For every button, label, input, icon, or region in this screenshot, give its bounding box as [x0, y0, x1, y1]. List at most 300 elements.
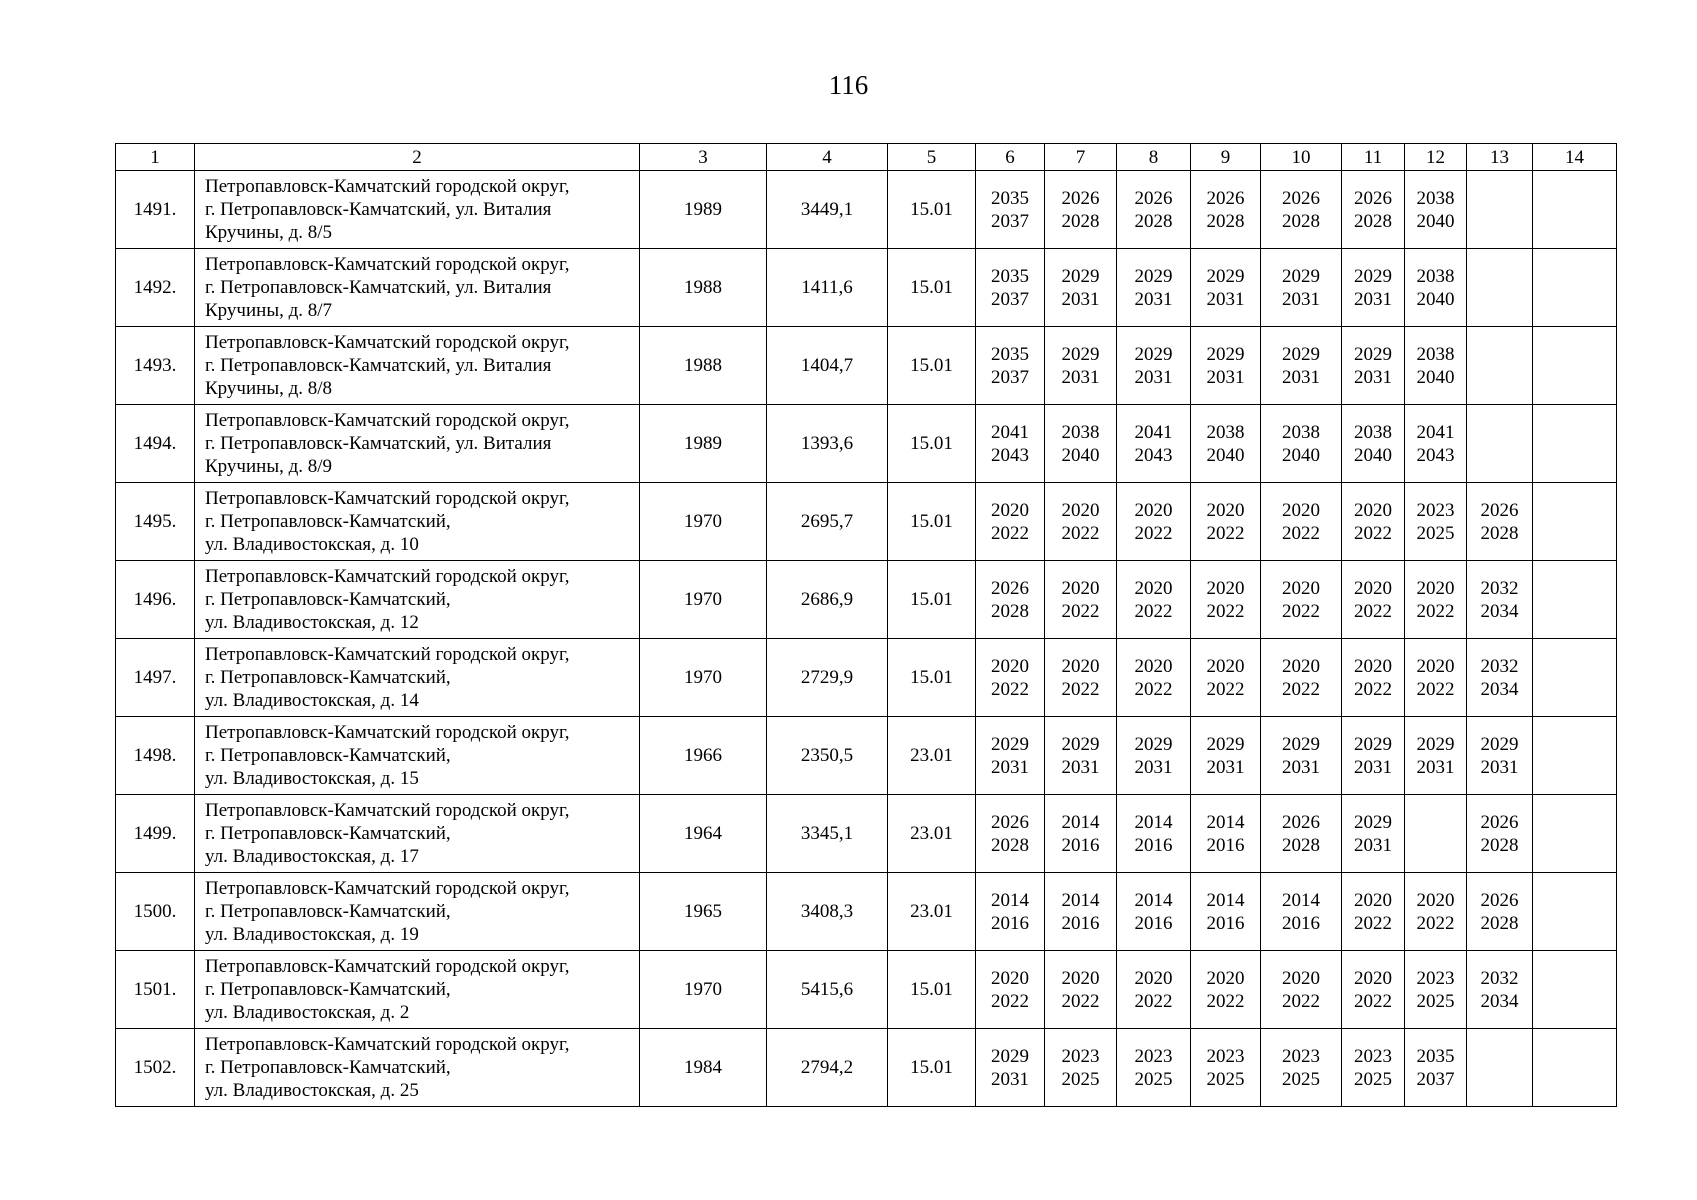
period-cell — [1405, 171, 1467, 249]
row-number-cell: 1495. — [116, 483, 195, 561]
period-end-year: 2022 — [1282, 990, 1320, 1012]
build-year-cell: 1970 — [640, 639, 767, 717]
period-end-year: 2031 — [1206, 288, 1245, 310]
period-end-year: 2031 — [1206, 366, 1245, 388]
period-cell — [976, 171, 1045, 249]
period-start-year: 2020 — [1282, 499, 1320, 521]
period-end-year: 2031 — [1354, 834, 1392, 856]
address-cell: Петропавловск-Камчатский городской округ, г. Петропавловск-Камчатский, ул. Владивостокская, д. 19 — [195, 873, 640, 951]
period-cell — [1342, 327, 1405, 405]
code-cell: 15.01 — [888, 1029, 976, 1107]
period-cell — [1191, 1029, 1261, 1107]
period-end-year: 2022 — [1061, 990, 1100, 1012]
period-start-year: 2029 — [1282, 265, 1320, 287]
period-start-year: 2026 — [991, 811, 1029, 833]
period-cell — [1467, 405, 1533, 483]
period-start-year: 2026 — [1282, 811, 1320, 833]
period-cell — [1117, 717, 1191, 795]
period-end-year: 2016 — [991, 912, 1029, 934]
period-start-year: 2026 — [1354, 187, 1392, 209]
period-start-year: 2038 — [1061, 421, 1100, 443]
period-end-year: 2016 — [1134, 912, 1173, 934]
period-cell — [1045, 327, 1117, 405]
period-end-year: 2025 — [1061, 1068, 1100, 1090]
period-start-year: 2029 — [1061, 343, 1100, 365]
period-start-year: 2035 — [991, 265, 1029, 287]
period-end-year: 2025 — [1354, 1068, 1392, 1090]
period-start-year: 2029 — [1134, 265, 1173, 287]
period-cell — [1342, 639, 1405, 717]
period-end-year: 2031 — [1134, 288, 1173, 310]
table-row — [116, 1029, 1617, 1107]
period-end-year: 2028 — [1134, 210, 1173, 232]
period-start-year: 2029 — [1061, 733, 1100, 755]
build-year-cell: 1988 — [640, 327, 767, 405]
period-end-year: 2022 — [1134, 522, 1173, 544]
period-end-year: 2028 — [1354, 210, 1392, 232]
period-cell — [1342, 1029, 1405, 1107]
period-end-year: 2022 — [1206, 678, 1245, 700]
period-end-year: 2031 — [1061, 366, 1100, 388]
period-cell — [1405, 405, 1467, 483]
period-cell — [1467, 873, 1533, 951]
period-end-year: 2028 — [1282, 210, 1320, 232]
period-end-year: 2025 — [1416, 990, 1455, 1012]
period-cell — [1533, 249, 1617, 327]
header-row — [116, 144, 1617, 171]
period-cell — [1045, 171, 1117, 249]
build-year-cell: 1970 — [640, 483, 767, 561]
period-cell — [1261, 171, 1342, 249]
period-end-year: 2043 — [1416, 444, 1455, 466]
period-cell — [1117, 951, 1191, 1029]
build-year-cell: 1965 — [640, 873, 767, 951]
area-cell: 5415,6 — [767, 951, 888, 1029]
period-cell — [1405, 249, 1467, 327]
period-cell — [976, 483, 1045, 561]
column-header: 8 — [1117, 144, 1191, 171]
row-number-cell: 1493. — [116, 327, 195, 405]
code-cell: 15.01 — [888, 561, 976, 639]
period-start-year: 2020 — [1206, 499, 1245, 521]
period-end-year: 2037 — [1416, 1068, 1455, 1090]
period-start-year: 2041 — [991, 421, 1029, 443]
address-cell: Петропавловск-Камчатский городской округ, г. Петропавловск-Камчатский, ул. Владивостокская, д. 25 — [195, 1029, 640, 1107]
period-cell — [1405, 639, 1467, 717]
period-cell — [976, 1029, 1045, 1107]
column-header: 1 — [116, 144, 195, 171]
period-start-year: 2023 — [1416, 967, 1455, 989]
period-cell — [976, 873, 1045, 951]
period-end-year: 2031 — [1416, 756, 1455, 778]
period-start-year: 2026 — [1480, 499, 1519, 521]
period-end-year: 2031 — [1134, 366, 1173, 388]
period-cell — [1533, 795, 1617, 873]
period-start-year: 2014 — [1134, 811, 1173, 833]
period-start-year: 2020 — [1206, 967, 1245, 989]
period-end-year: 2031 — [1354, 288, 1392, 310]
area-cell: 2350,5 — [767, 717, 888, 795]
row-number-cell: 1491. — [116, 171, 195, 249]
period-cell — [1261, 1029, 1342, 1107]
code-cell: 23.01 — [888, 873, 976, 951]
table-row — [116, 327, 1617, 405]
code-cell: 15.01 — [888, 405, 976, 483]
period-start-year: 2020 — [1061, 577, 1100, 599]
period-start-year: 2038 — [1206, 421, 1245, 443]
period-cell — [1261, 951, 1342, 1029]
period-cell — [1261, 483, 1342, 561]
period-start-year: 2020 — [1354, 889, 1392, 911]
period-end-year: 2028 — [1206, 210, 1245, 232]
period-cell — [1117, 1029, 1191, 1107]
period-cell — [976, 561, 1045, 639]
period-cell — [1467, 1029, 1533, 1107]
period-cell — [1191, 873, 1261, 951]
period-start-year: 2020 — [991, 655, 1029, 677]
period-end-year: 2022 — [1061, 600, 1100, 622]
period-end-year: 2034 — [1480, 678, 1519, 700]
period-cell — [1191, 405, 1261, 483]
period-cell — [1342, 717, 1405, 795]
period-start-year: 2038 — [1416, 187, 1455, 209]
table-row — [116, 405, 1617, 483]
period-end-year: 2031 — [1061, 288, 1100, 310]
period-cell — [1261, 327, 1342, 405]
code-cell: 15.01 — [888, 483, 976, 561]
table-row — [116, 951, 1617, 1029]
area-cell: 3345,1 — [767, 795, 888, 873]
row-number-cell: 1492. — [116, 249, 195, 327]
period-end-year: 2040 — [1206, 444, 1245, 466]
period-start-year: 2020 — [1061, 655, 1100, 677]
period-cell — [1045, 405, 1117, 483]
period-start-year: 2020 — [1206, 577, 1245, 599]
period-cell — [1342, 873, 1405, 951]
period-start-year: 2023 — [1416, 499, 1455, 521]
period-end-year: 2022 — [1282, 678, 1320, 700]
period-end-year: 2037 — [991, 210, 1029, 232]
period-cell — [1342, 249, 1405, 327]
period-start-year: 2014 — [1282, 889, 1320, 911]
period-cell — [976, 951, 1045, 1029]
table-row — [116, 795, 1617, 873]
period-end-year: 2022 — [1134, 990, 1173, 1012]
row-number-cell: 1501. — [116, 951, 195, 1029]
address-cell: Петропавловск-Камчатский городской округ, г. Петропавловск-Камчатский, ул. Виталия Кручины, д. 8/7 — [195, 249, 640, 327]
row-number-cell: 1497. — [116, 639, 195, 717]
area-cell: 2686,9 — [767, 561, 888, 639]
period-end-year: 2022 — [1206, 990, 1245, 1012]
build-year-cell: 1966 — [640, 717, 767, 795]
period-end-year: 2022 — [1416, 912, 1455, 934]
column-header: 11 — [1342, 144, 1405, 171]
area-cell: 2794,2 — [767, 1029, 888, 1107]
row-number-cell: 1502. — [116, 1029, 195, 1107]
period-end-year: 2040 — [1416, 210, 1455, 232]
period-cell — [1405, 327, 1467, 405]
period-cell — [1117, 873, 1191, 951]
period-end-year: 2031 — [1061, 756, 1100, 778]
period-cell — [1045, 639, 1117, 717]
period-cell — [1405, 717, 1467, 795]
period-start-year: 2038 — [1282, 421, 1320, 443]
period-start-year: 2020 — [1206, 655, 1245, 677]
period-end-year: 2040 — [1354, 444, 1392, 466]
period-start-year: 2029 — [1134, 343, 1173, 365]
period-start-year: 2029 — [1206, 343, 1245, 365]
period-cell — [1045, 951, 1117, 1029]
period-cell — [1261, 639, 1342, 717]
period-start-year: 2014 — [1061, 889, 1100, 911]
period-cell — [1533, 327, 1617, 405]
row-number-cell: 1500. — [116, 873, 195, 951]
period-cell — [1117, 327, 1191, 405]
period-cell — [1405, 795, 1467, 873]
period-end-year: 2043 — [1134, 444, 1173, 466]
address-cell: Петропавловск-Камчатский городской округ, г. Петропавловск-Камчатский, ул. Виталия Кручины, д. 8/8 — [195, 327, 640, 405]
page-number: 116 — [828, 70, 869, 100]
period-end-year: 2031 — [1282, 366, 1320, 388]
period-end-year: 2025 — [1134, 1068, 1173, 1090]
period-cell — [1533, 873, 1617, 951]
period-cell — [1405, 483, 1467, 561]
period-cell — [1467, 951, 1533, 1029]
period-cell — [1467, 795, 1533, 873]
build-year-cell: 1970 — [640, 951, 767, 1029]
period-start-year: 2032 — [1480, 655, 1519, 677]
period-cell — [1533, 483, 1617, 561]
period-end-year: 2037 — [991, 366, 1029, 388]
period-start-year: 2020 — [1282, 577, 1320, 599]
period-start-year: 2035 — [991, 187, 1029, 209]
period-cell — [1117, 171, 1191, 249]
period-start-year: 2029 — [1480, 733, 1519, 755]
period-end-year: 2016 — [1134, 834, 1173, 856]
period-cell — [1467, 639, 1533, 717]
row-number-cell: 1498. — [116, 717, 195, 795]
period-start-year: 2014 — [991, 889, 1029, 911]
period-start-year: 2029 — [1354, 265, 1392, 287]
period-start-year: 2026 — [1206, 187, 1245, 209]
period-end-year: 2031 — [1282, 288, 1320, 310]
period-start-year: 2041 — [1134, 421, 1173, 443]
period-cell — [1045, 795, 1117, 873]
period-end-year: 2031 — [1134, 756, 1173, 778]
period-start-year: 2029 — [1134, 733, 1173, 755]
period-start-year: 2029 — [1206, 265, 1245, 287]
column-header: 9 — [1191, 144, 1261, 171]
period-end-year: 2022 — [1354, 990, 1392, 1012]
period-end-year: 2025 — [1416, 522, 1455, 544]
period-cell — [976, 639, 1045, 717]
period-end-year: 2022 — [991, 522, 1029, 544]
period-end-year: 2022 — [1134, 678, 1173, 700]
period-cell — [1045, 873, 1117, 951]
period-cell — [1117, 483, 1191, 561]
period-end-year: 2022 — [1282, 600, 1320, 622]
period-start-year: 2029 — [1061, 265, 1100, 287]
table-row — [116, 561, 1617, 639]
period-end-year: 2022 — [1206, 522, 1245, 544]
period-cell — [1405, 1029, 1467, 1107]
period-start-year: 2026 — [1061, 187, 1100, 209]
period-cell — [1533, 717, 1617, 795]
period-cell — [1117, 795, 1191, 873]
period-cell — [976, 795, 1045, 873]
build-year-cell: 1989 — [640, 405, 767, 483]
period-cell — [1191, 327, 1261, 405]
period-end-year: 2040 — [1416, 366, 1455, 388]
code-cell: 15.01 — [888, 327, 976, 405]
period-cell — [1191, 951, 1261, 1029]
code-cell: 15.01 — [888, 639, 976, 717]
period-cell — [1117, 639, 1191, 717]
period-cell — [1191, 171, 1261, 249]
period-cell — [1467, 327, 1533, 405]
period-cell — [1045, 561, 1117, 639]
period-cell — [1191, 249, 1261, 327]
period-cell — [1533, 639, 1617, 717]
period-start-year: 2023 — [1282, 1045, 1320, 1067]
period-cell — [1191, 483, 1261, 561]
period-cell — [1117, 405, 1191, 483]
period-end-year: 2022 — [1061, 678, 1100, 700]
period-end-year: 2031 — [1282, 756, 1320, 778]
period-end-year: 2028 — [991, 834, 1029, 856]
period-start-year: 2023 — [1061, 1045, 1100, 1067]
period-end-year: 2022 — [991, 990, 1029, 1012]
period-cell — [976, 717, 1045, 795]
period-end-year: 2016 — [1206, 912, 1245, 934]
period-end-year: 2031 — [1354, 756, 1392, 778]
period-start-year: 2035 — [1416, 1045, 1455, 1067]
period-start-year: 2020 — [1061, 499, 1100, 521]
area-cell: 3449,1 — [767, 171, 888, 249]
period-cell — [1045, 483, 1117, 561]
period-start-year: 2014 — [1206, 811, 1245, 833]
period-start-year: 2026 — [1480, 889, 1519, 911]
period-end-year: 2031 — [991, 1068, 1029, 1090]
period-start-year: 2038 — [1354, 421, 1392, 443]
row-number-cell: 1494. — [116, 405, 195, 483]
period-end-year: 2034 — [1480, 990, 1519, 1012]
period-start-year: 2026 — [991, 577, 1029, 599]
code-cell: 23.01 — [888, 717, 976, 795]
period-cell — [1342, 483, 1405, 561]
period-end-year: 2040 — [1282, 444, 1320, 466]
period-cell — [1191, 717, 1261, 795]
period-cell — [1342, 951, 1405, 1029]
period-cell — [1117, 561, 1191, 639]
period-cell — [1467, 171, 1533, 249]
period-end-year: 2016 — [1206, 834, 1245, 856]
period-start-year: 2029 — [1282, 733, 1320, 755]
period-cell — [1191, 795, 1261, 873]
build-year-cell: 1988 — [640, 249, 767, 327]
period-start-year: 2020 — [991, 499, 1029, 521]
period-cell — [976, 249, 1045, 327]
area-cell: 2729,9 — [767, 639, 888, 717]
build-year-cell: 1989 — [640, 171, 767, 249]
period-start-year: 2023 — [1354, 1045, 1392, 1067]
period-cell — [1342, 405, 1405, 483]
period-cell — [1342, 171, 1405, 249]
period-start-year: 2029 — [1206, 733, 1245, 755]
build-year-cell: 1984 — [640, 1029, 767, 1107]
address-cell: Петропавловск-Камчатский городской округ, г. Петропавловск-Камчатский, ул. Владивостокская, д. 14 — [195, 639, 640, 717]
period-end-year: 2040 — [1416, 288, 1455, 310]
period-start-year: 2020 — [1416, 889, 1455, 911]
period-cell — [1533, 951, 1617, 1029]
column-header: 5 — [888, 144, 976, 171]
period-end-year: 2022 — [1282, 522, 1320, 544]
period-cell — [1261, 249, 1342, 327]
period-end-year: 2028 — [1061, 210, 1100, 232]
period-start-year: 2020 — [991, 967, 1029, 989]
table-row — [116, 483, 1617, 561]
column-header: 2 — [195, 144, 640, 171]
period-start-year: 2020 — [1061, 967, 1100, 989]
period-start-year: 2020 — [1282, 655, 1320, 677]
period-start-year: 2020 — [1354, 655, 1392, 677]
address-cell: Петропавловск-Камчатский городской округ, г. Петропавловск-Камчатский, ул. Виталия Кручины, д. 8/9 — [195, 405, 640, 483]
row-number-cell: 1499. — [116, 795, 195, 873]
build-year-cell: 1964 — [640, 795, 767, 873]
period-end-year: 2031 — [1206, 756, 1245, 778]
address-cell: Петропавловск-Камчатский городской округ, г. Петропавловск-Камчатский, ул. Виталия Кручины, д. 8/5 — [195, 171, 640, 249]
period-cell — [1191, 639, 1261, 717]
period-end-year: 2022 — [1354, 522, 1392, 544]
period-end-year: 2034 — [1480, 600, 1519, 622]
period-start-year: 2032 — [1480, 967, 1519, 989]
period-end-year: 2025 — [1282, 1068, 1320, 1090]
period-end-year: 2016 — [1061, 834, 1100, 856]
area-cell: 3408,3 — [767, 873, 888, 951]
period-cell — [1405, 561, 1467, 639]
period-cell — [1467, 483, 1533, 561]
period-start-year: 2023 — [1134, 1045, 1173, 1067]
period-end-year: 2016 — [1282, 912, 1320, 934]
period-end-year: 2043 — [991, 444, 1029, 466]
row-number-cell: 1496. — [116, 561, 195, 639]
period-start-year: 2035 — [991, 343, 1029, 365]
period-start-year: 2029 — [1416, 733, 1455, 755]
area-cell: 1411,6 — [767, 249, 888, 327]
period-start-year: 2020 — [1354, 577, 1392, 599]
period-start-year: 2020 — [1354, 967, 1392, 989]
table-row — [116, 249, 1617, 327]
period-start-year: 2020 — [1134, 577, 1173, 599]
area-cell: 2695,7 — [767, 483, 888, 561]
address-cell: Петропавловск-Камчатский городской округ, г. Петропавловск-Камчатский, ул. Владивостокская, д. 12 — [195, 561, 640, 639]
period-start-year: 2029 — [1282, 343, 1320, 365]
period-cell — [1261, 405, 1342, 483]
code-cell: 23.01 — [888, 795, 976, 873]
period-end-year: 2022 — [1416, 600, 1455, 622]
period-cell — [1342, 795, 1405, 873]
period-end-year: 2037 — [991, 288, 1029, 310]
period-start-year: 2020 — [1416, 655, 1455, 677]
period-end-year: 2031 — [1354, 366, 1392, 388]
period-end-year: 2028 — [991, 600, 1029, 622]
period-cell — [1405, 873, 1467, 951]
period-end-year: 2028 — [1480, 834, 1519, 856]
period-start-year: 2029 — [1354, 811, 1392, 833]
period-cell — [1261, 717, 1342, 795]
table-row — [116, 639, 1617, 717]
period-cell — [1533, 171, 1617, 249]
